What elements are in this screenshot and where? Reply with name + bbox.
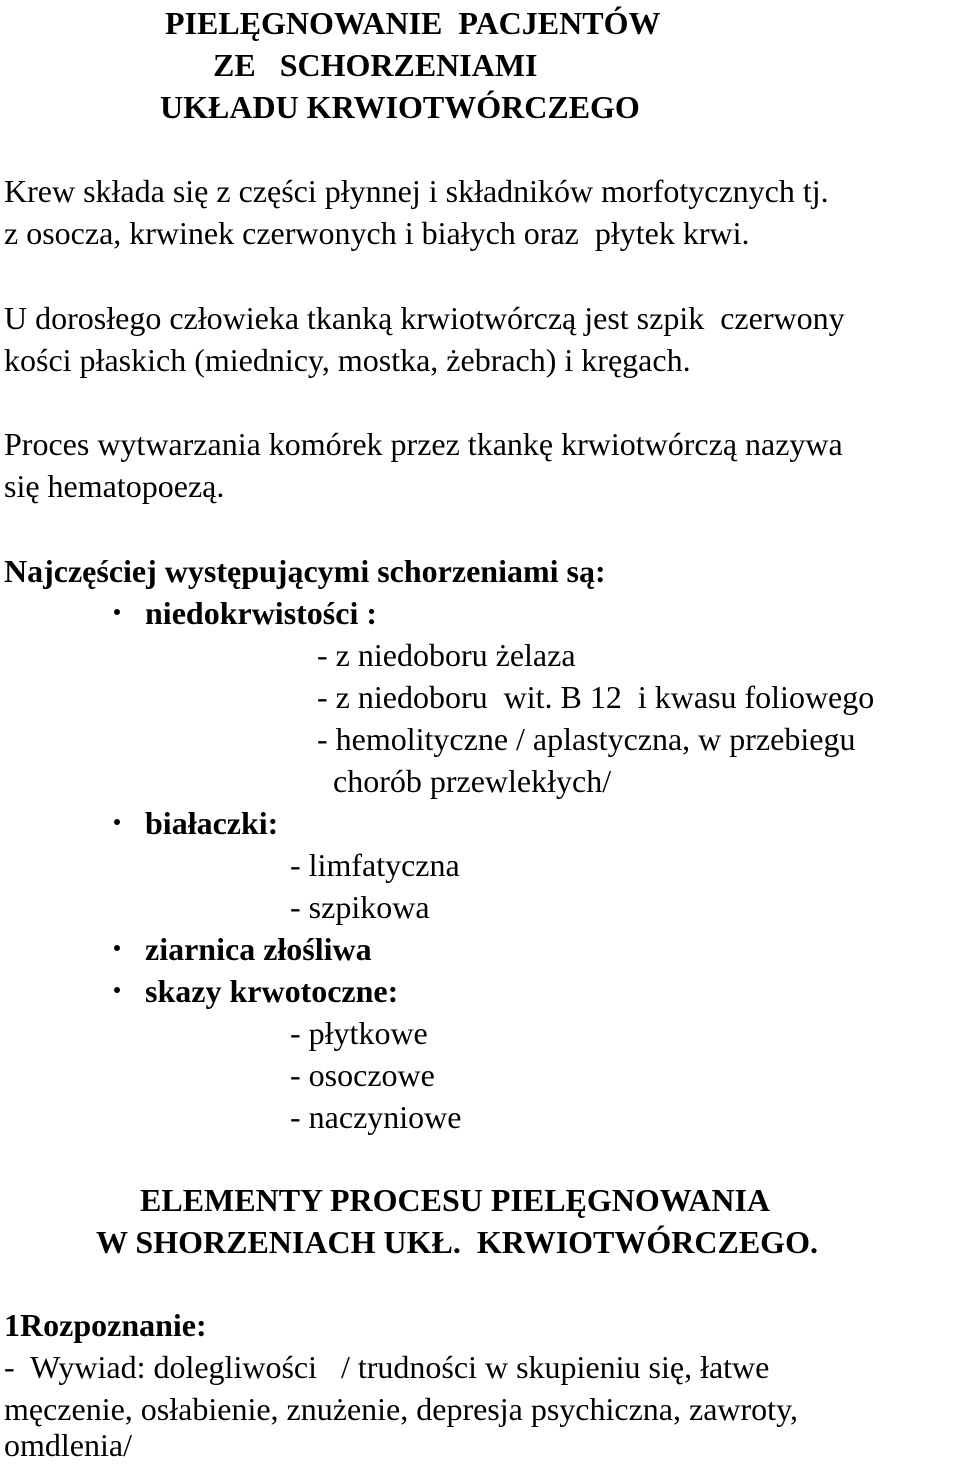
anemia-subitem: - hemolityczne / aplastyczna, w przebiegu <box>317 721 856 757</box>
diagnosis-line-3: omdlenia/ <box>4 1427 132 1463</box>
anemia-subitem: chorób przewlekłych/ <box>317 763 612 799</box>
anemia-subitem: - z niedoboru żelaza <box>317 637 576 673</box>
diagnosis-heading: 1Rozpoznanie: <box>4 1307 207 1343</box>
bleeding-subitem: - naczyniowe <box>290 1099 462 1135</box>
title-line-1: PIELĘGNOWANIE PACJENTÓW <box>165 5 661 41</box>
paragraph-1-line-2: z osocza, krwinek czerwonych i białych oraz płytek krwi. <box>4 215 750 251</box>
title-line-3: UKŁADU KRWIOTWÓRCZEGO <box>160 89 640 125</box>
diagnosis-line-2: męczenie, osłabienie, znużenie, depresja psychiczna, zawroty, <box>4 1391 798 1427</box>
bullet-icon <box>114 819 120 825</box>
disease-item-anemia: niedokrwistości : <box>145 595 377 631</box>
disease-item-leukemia: białaczki: <box>145 805 279 841</box>
paragraph-2-line-1: U dorosłego człowieka tkanką krwiotwórczą jest szpik czerwony <box>4 300 845 336</box>
bleeding-subitem: - osoczowe <box>290 1057 435 1093</box>
bullet-icon <box>114 945 120 951</box>
leukemia-subitem: - szpikowa <box>290 889 430 925</box>
diseases-heading: Najczęściej występującymi schorzeniami są: <box>4 553 606 589</box>
bleeding-subitem: - płytkowe <box>290 1015 428 1051</box>
disease-item-hodgkin: ziarnica złośliwa <box>145 931 372 967</box>
title-line-2: ZE SCHORZENIAMI <box>213 47 538 83</box>
bullet-icon <box>114 987 120 993</box>
anemia-subitem: - z niedoboru wit. B 12 i kwasu foliowego <box>317 679 875 715</box>
paragraph-3-line-2: się hematopoezą. <box>4 468 225 504</box>
disease-item-bleeding-disorders: skazy krwotoczne: <box>145 973 399 1009</box>
bullet-icon <box>114 609 120 615</box>
paragraph-2-line-2: kości płaskich (miednicy, mostka, żebrach) i kręgach. <box>4 342 691 378</box>
leukemia-subitem: - limfatyczna <box>290 847 460 883</box>
section-2-heading-line-1: ELEMENTY PROCESU PIELĘGNOWANIA <box>140 1182 771 1218</box>
section-2-heading-line-2: W SHORZENIACH UKŁ. KRWIOTWÓRCZEGO. <box>96 1224 818 1260</box>
paragraph-1-line-1: Krew składa się z części płynnej i składników morfotycznych tj. <box>4 173 829 209</box>
diagnosis-line-1: - Wywiad: dolegliwości / trudności w skupieniu się, łatwe <box>4 1349 770 1385</box>
paragraph-3-line-1: Proces wytwarzania komórek przez tkankę krwiotwórczą nazywa <box>4 426 843 462</box>
